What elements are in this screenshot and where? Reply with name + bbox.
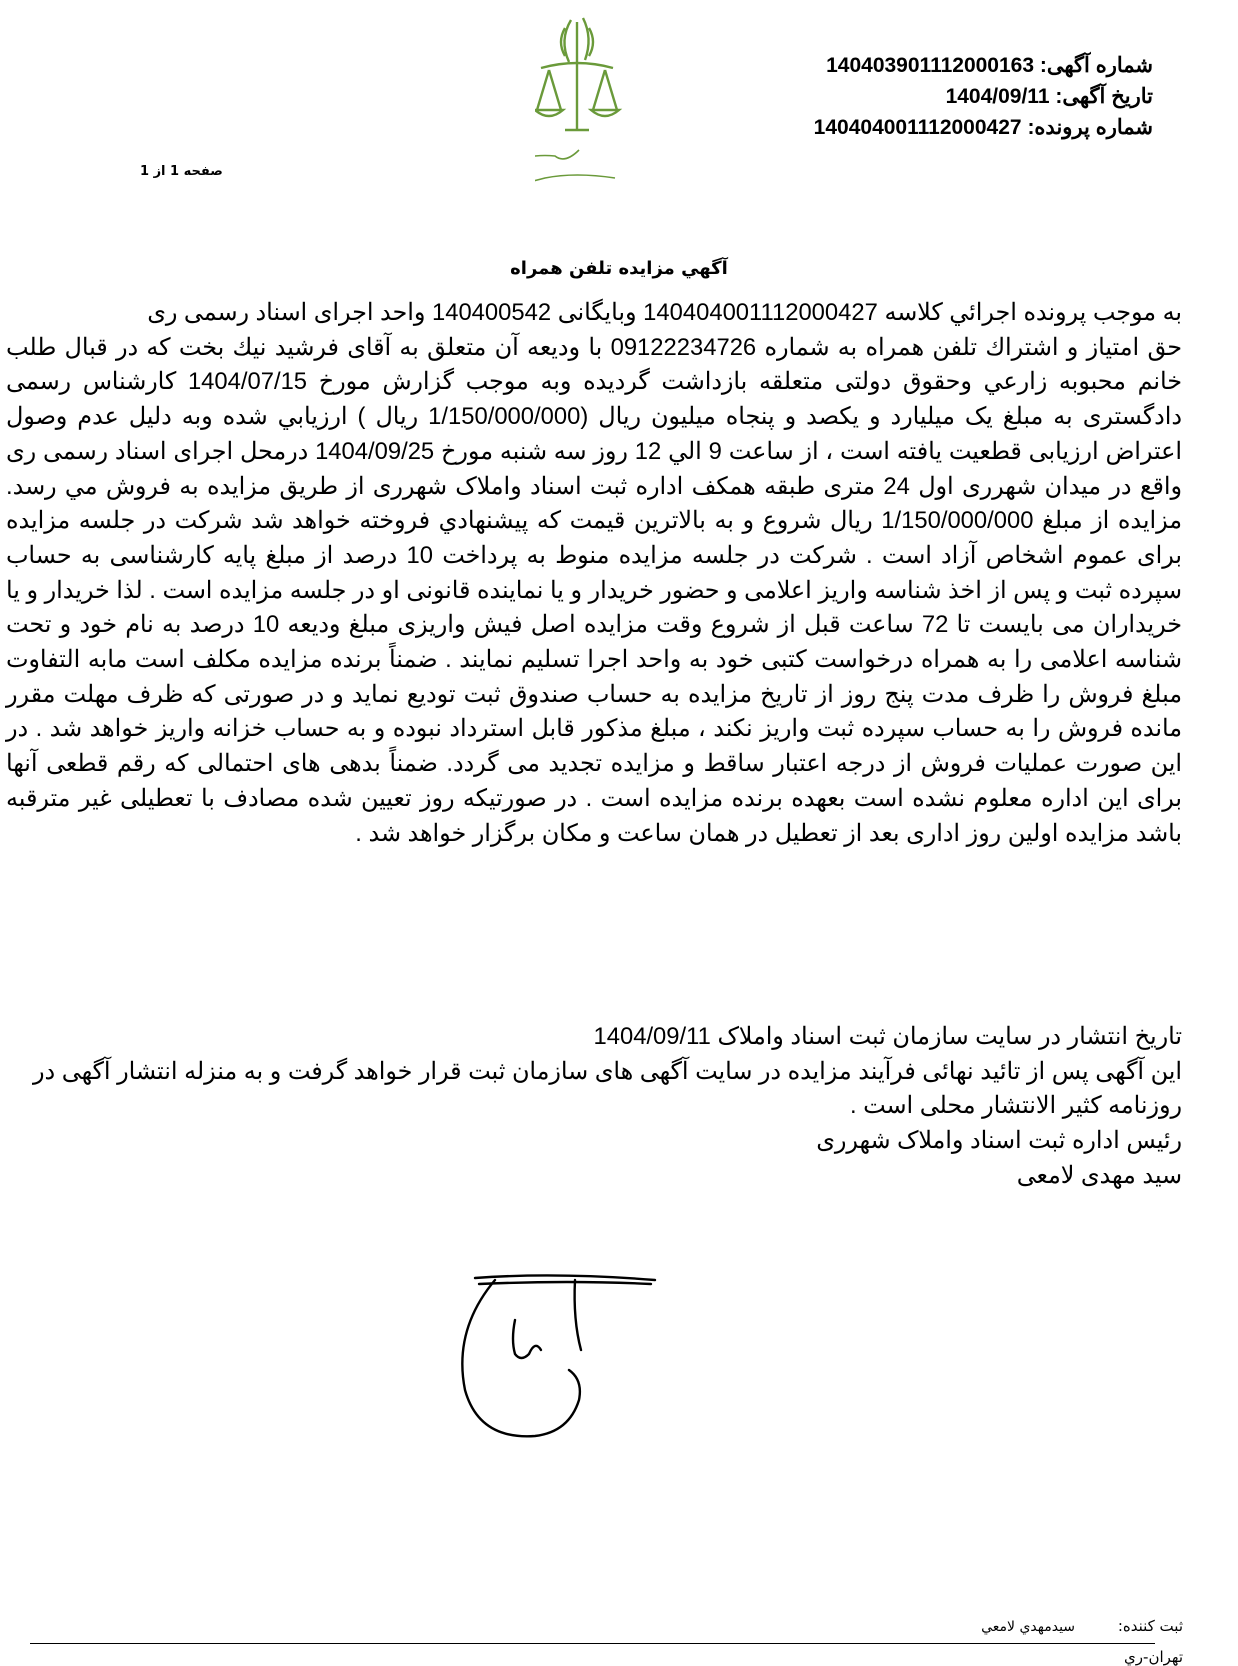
notice-date: 1404/09/11 (945, 85, 1050, 108)
publish-line: تاریخ انتشار در سایت سازمان ثبت اسناد واملاک 1404/09/11 (593, 1023, 1182, 1050)
registrar-name: سيدمهدي لامعي (981, 1619, 1076, 1635)
publish-note: این آگهی پس از تائید نهائی فرآیند مزایده در سایت آگهی های سازمان ثبت قرار خواهد گرفت و به منزله انتشار آگهی در روزنامه کثیر الانتشار محلی است . (33, 1057, 1182, 1120)
notice-date-label: تاریخ آگهی: (1055, 85, 1153, 108)
notice-number: 140403901112000163 (826, 54, 1035, 77)
notice-title: آگهي مزايده تلفن همراه (510, 258, 728, 279)
case-number-row (814, 112, 1153, 143)
body-paragraph-1: به موجب پرونده اجرائي كلاسه 140404001112000427 وبايگانی 140400542 واحد اجرای اسناد رسمی ری (147, 299, 1182, 326)
notice-number-row (814, 50, 1153, 81)
notice-number-label: شماره آگهی: (1039, 54, 1153, 77)
registrar-line (981, 1617, 1183, 1635)
handwritten-signature (455, 1270, 665, 1445)
city-label: تهران-ري (1124, 1648, 1183, 1666)
registrar-label: ثبت كننده: (1117, 1617, 1183, 1635)
case-number: 140404001112000427 (813, 116, 1022, 139)
footer-divider (30, 1643, 1155, 1644)
page-indicator: صفحه 1 از 1 (140, 164, 223, 179)
signer-name: سید مهدی لامعی (1016, 1161, 1182, 1189)
notice-meta (814, 50, 1153, 143)
body-paragraph-2: حق امتیاز و اشتراك تلفن همراه به شماره 09122234726 با ودیعه آن متعلق به آقای فرشید نیك بخت که در قبال طلب خانم محبوبه زارعي وحقوق دولتی متعلقه بازداشت گردیده وبه موجب گزارش مورخ 1404/07/15 کارشناس رسمی دادگستری به مبلغ یک میلیارد و یکصد و پنجاه میلیون ریال (1/150/000/000 ریال ) ارزيابي شده وبه دلیل عدم وصول اعتراض ارزیابی قطعیت یافته است ، از ساعت 9 الي 12 روز سه شنبه مورخ 1404/09/25 درمحل اجرای اسناد رسمی ری واقع در میدان شهرری اول 24 متری طبقه همکف اداره ثبت اسناد واملاک شهرری از طريق مزايده به فروش مي رسد. مزايده از مبلغ 1/150/000/000 ريال شروع و به بالاترين قيمت كه پيشنهادي فروخته خواهد شد شرکت در جلسه مزایده برای عموم اشخاص آزاد است . شرکت در جلسه مزایده منوط به پرداخت 10 درصد از مبلغ پایه کارشناسی به حساب سپرده ثبت و پس از اخذ شناسه واریز اعلامی و حضور خریدار و یا نماینده قانونی او در جلسه مزایده است . لذا خریدار و یا خریداران می بایست تا 72 ساعت قبل از شروع وقت مزایده اصل فیش واریزی مبلغ ودیعه 10 درصد به نام خود و تحت شناسه اعلامی را به همراه درخواست کتبی خود به واحد اجرا تسلیم نمایند . ضمناً برنده مزایده مکلف است مابه التفاوت مبلغ فروش را ظرف مدت پنج روز از تاریخ مزایده به حساب صندوق ثبت تودیع نماید و در صورتی که ظرف مهلت مقرر مانده فروش را به حساب سپرده ثبت واریز نکند ، مبلغ مذکور قابل استرداد نبوده و به حساب خزانه واریز خواهد شد . در این صورت عملیات فروش از درجه اعتبار ساقط و مزایده تجدید می گردد. ضمناً بدهی های احتمالی که رقم قطعی آنها برای این اداره معلوم نشده است بعهده برنده مزایده است . در صورتیکه روز تعیین شده مصادف با تعطیلی غیر مترقبه باشد مزایده اولین روز اداری بعد از تعطیل در همان ساعت و مکان برگزار خواهد شد . (6, 333, 1183, 847)
notice-footer (6, 1020, 1182, 1194)
judiciary-emblem-icon (535, 10, 695, 215)
notice-body (6, 296, 1182, 851)
notice-date-row (814, 81, 1153, 112)
case-number-label: شماره پرونده: (1027, 116, 1153, 139)
signer-title: رئیس اداره ثبت اسناد واملاک شهرری (816, 1127, 1182, 1155)
